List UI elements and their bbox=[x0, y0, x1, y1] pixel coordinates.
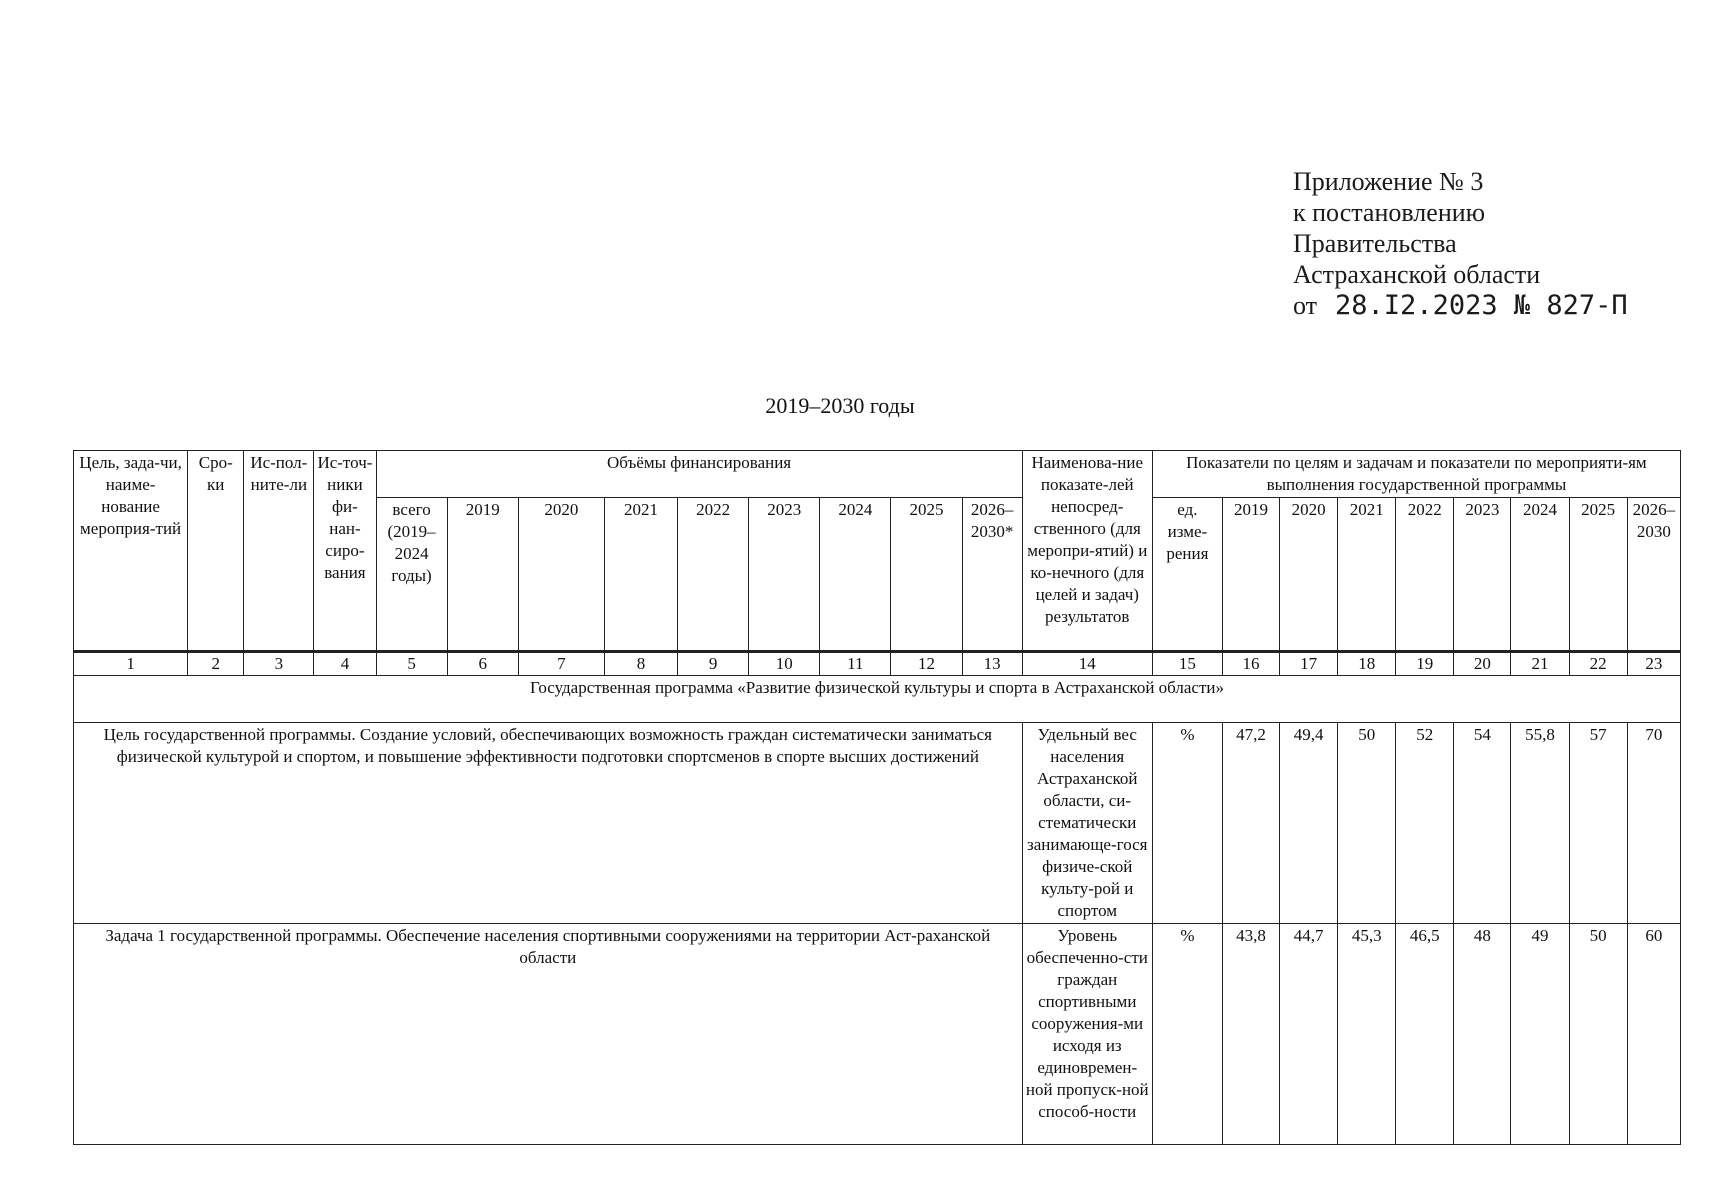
header-fin-year: 2025 bbox=[891, 498, 962, 652]
header-executors: Ис-пол-ните-ли bbox=[244, 451, 314, 652]
column-number: 2 bbox=[188, 652, 244, 676]
column-number: 11 bbox=[820, 652, 891, 676]
program-table bbox=[73, 450, 1681, 1145]
column-number: 21 bbox=[1511, 652, 1569, 676]
column-number: 18 bbox=[1338, 652, 1396, 676]
header-terms: Сро-ки bbox=[188, 451, 244, 652]
header-ind-year: 2020 bbox=[1280, 498, 1338, 652]
appendix-region-line: Астраханской области bbox=[1293, 260, 1541, 289]
goal-value: 47,2 bbox=[1222, 723, 1279, 924]
goal-value: 55,8 bbox=[1511, 723, 1569, 924]
appendix-government-line: Правительства bbox=[1293, 229, 1457, 258]
task-1-value: 49 bbox=[1511, 924, 1569, 1145]
header-funding-sources: Ис-точ-ники фи-нан-сиро-вания bbox=[314, 451, 376, 652]
task-1-value: 43,8 bbox=[1222, 924, 1279, 1145]
header-goal-task-name: Цель, зада-чи, наиме-нование мероприя-тий bbox=[74, 451, 188, 652]
column-number: 14 bbox=[1022, 652, 1152, 676]
header-ind-year: 2023 bbox=[1454, 498, 1511, 652]
goal-value: 50 bbox=[1338, 723, 1396, 924]
column-number: 7 bbox=[518, 652, 604, 676]
task-1-value: 60 bbox=[1627, 924, 1680, 1145]
header-indicator-name: Наименова-ние показате-лей непосред-ственного (для меропри-ятий) и ко-нечного (для целей и задач) результатов bbox=[1022, 451, 1152, 652]
goal-value: 52 bbox=[1396, 723, 1454, 924]
header-ind-year: 2025 bbox=[1569, 498, 1627, 652]
task-1-value: 46,5 bbox=[1396, 924, 1454, 1145]
header-row-1 bbox=[74, 451, 1681, 498]
column-number-row bbox=[74, 652, 1681, 676]
appendix-resolution-line: к постановлению bbox=[1293, 198, 1486, 227]
header-financing-total: всего (2019–2024 годы) bbox=[376, 498, 447, 652]
header-ind-year: 2024 bbox=[1511, 498, 1569, 652]
column-number: 4 bbox=[314, 652, 376, 676]
period-title: 2019–2030 годы bbox=[765, 393, 915, 418]
goal-value: 70 bbox=[1627, 723, 1680, 924]
header-ind-year: 2019 bbox=[1222, 498, 1279, 652]
appendix-header bbox=[1293, 166, 1628, 321]
task-1-value: 48 bbox=[1454, 924, 1511, 1145]
goal-text: Цель государственной программы. Создание условий, обеспечивающих возможность граждан систематически заниматься физической культурой и спортом, и повышение эффективности подготовки спортсменов в спорте высших достижений bbox=[74, 723, 1023, 924]
date-prefix: от bbox=[1293, 291, 1318, 320]
header-fin-year: 2024 bbox=[820, 498, 891, 652]
header-ind-year: 2022 bbox=[1396, 498, 1454, 652]
task-1-row bbox=[74, 924, 1681, 1145]
column-number: 15 bbox=[1152, 652, 1222, 676]
header-fin-year: 2022 bbox=[678, 498, 749, 652]
header-fin-year: 2023 bbox=[749, 498, 820, 652]
header-fin-year: 2020 bbox=[518, 498, 604, 652]
header-ind-year: 2026–2030 bbox=[1627, 498, 1680, 652]
column-number: 16 bbox=[1222, 652, 1279, 676]
header-financing-volumes: Объёмы финансирования bbox=[376, 451, 1022, 498]
goal-row bbox=[74, 723, 1681, 924]
goal-value: 54 bbox=[1454, 723, 1511, 924]
program-row bbox=[74, 676, 1681, 723]
column-number: 10 bbox=[749, 652, 820, 676]
column-number: 13 bbox=[962, 652, 1022, 676]
column-number: 3 bbox=[244, 652, 314, 676]
task-1-value: 50 bbox=[1569, 924, 1627, 1145]
column-number: 20 bbox=[1454, 652, 1511, 676]
column-number: 5 bbox=[376, 652, 447, 676]
appendix-date-line bbox=[1293, 290, 1628, 321]
column-number: 9 bbox=[678, 652, 749, 676]
column-number: 1 bbox=[74, 652, 188, 676]
task-1-text: Задача 1 государственной программы. Обеспечение населения спортивными сооружениями на территории Аст-раханской области bbox=[74, 924, 1023, 1145]
goal-value: 49,4 bbox=[1280, 723, 1338, 924]
column-number: 8 bbox=[604, 652, 677, 676]
task-1-value: 45,3 bbox=[1338, 924, 1396, 1145]
column-number: 22 bbox=[1569, 652, 1627, 676]
program-title: Государственная программа «Развитие физической культуры и спорта в Астраханской области» bbox=[74, 676, 1681, 723]
header-fin-year: 2026–2030* bbox=[962, 498, 1022, 652]
header-fin-year: 2021 bbox=[604, 498, 677, 652]
header-fin-year: 2019 bbox=[447, 498, 518, 652]
goal-value: 57 bbox=[1569, 723, 1627, 924]
column-number: 23 bbox=[1627, 652, 1680, 676]
column-number: 17 bbox=[1280, 652, 1338, 676]
column-number: 19 bbox=[1396, 652, 1454, 676]
task-1-unit: % bbox=[1152, 924, 1222, 1145]
header-indicators-group: Показатели по целям и задачам и показатели по мероприяти-ям выполнения государственной программы bbox=[1152, 451, 1680, 498]
task-1-value: 44,7 bbox=[1280, 924, 1338, 1145]
header-ind-year: 2021 bbox=[1338, 498, 1396, 652]
task-1-indicator: Уровень обеспеченно-сти граждан спортивными сооружения-ми исходя из единовремен-ной пропуск-ной способ-ности bbox=[1022, 924, 1152, 1145]
header-unit: ед. изме-рения bbox=[1152, 498, 1222, 652]
date-number-stamp: 28.I2.2023 № 827-П bbox=[1335, 290, 1628, 321]
goal-unit: % bbox=[1152, 723, 1222, 924]
column-number: 12 bbox=[891, 652, 962, 676]
column-number: 6 bbox=[447, 652, 518, 676]
goal-indicator: Удельный вес населения Астраханской области, си-стематически занимающе-гося физиче-ской культу-рой и спортом bbox=[1022, 723, 1152, 924]
appendix-title: Приложение № 3 bbox=[1293, 167, 1484, 196]
